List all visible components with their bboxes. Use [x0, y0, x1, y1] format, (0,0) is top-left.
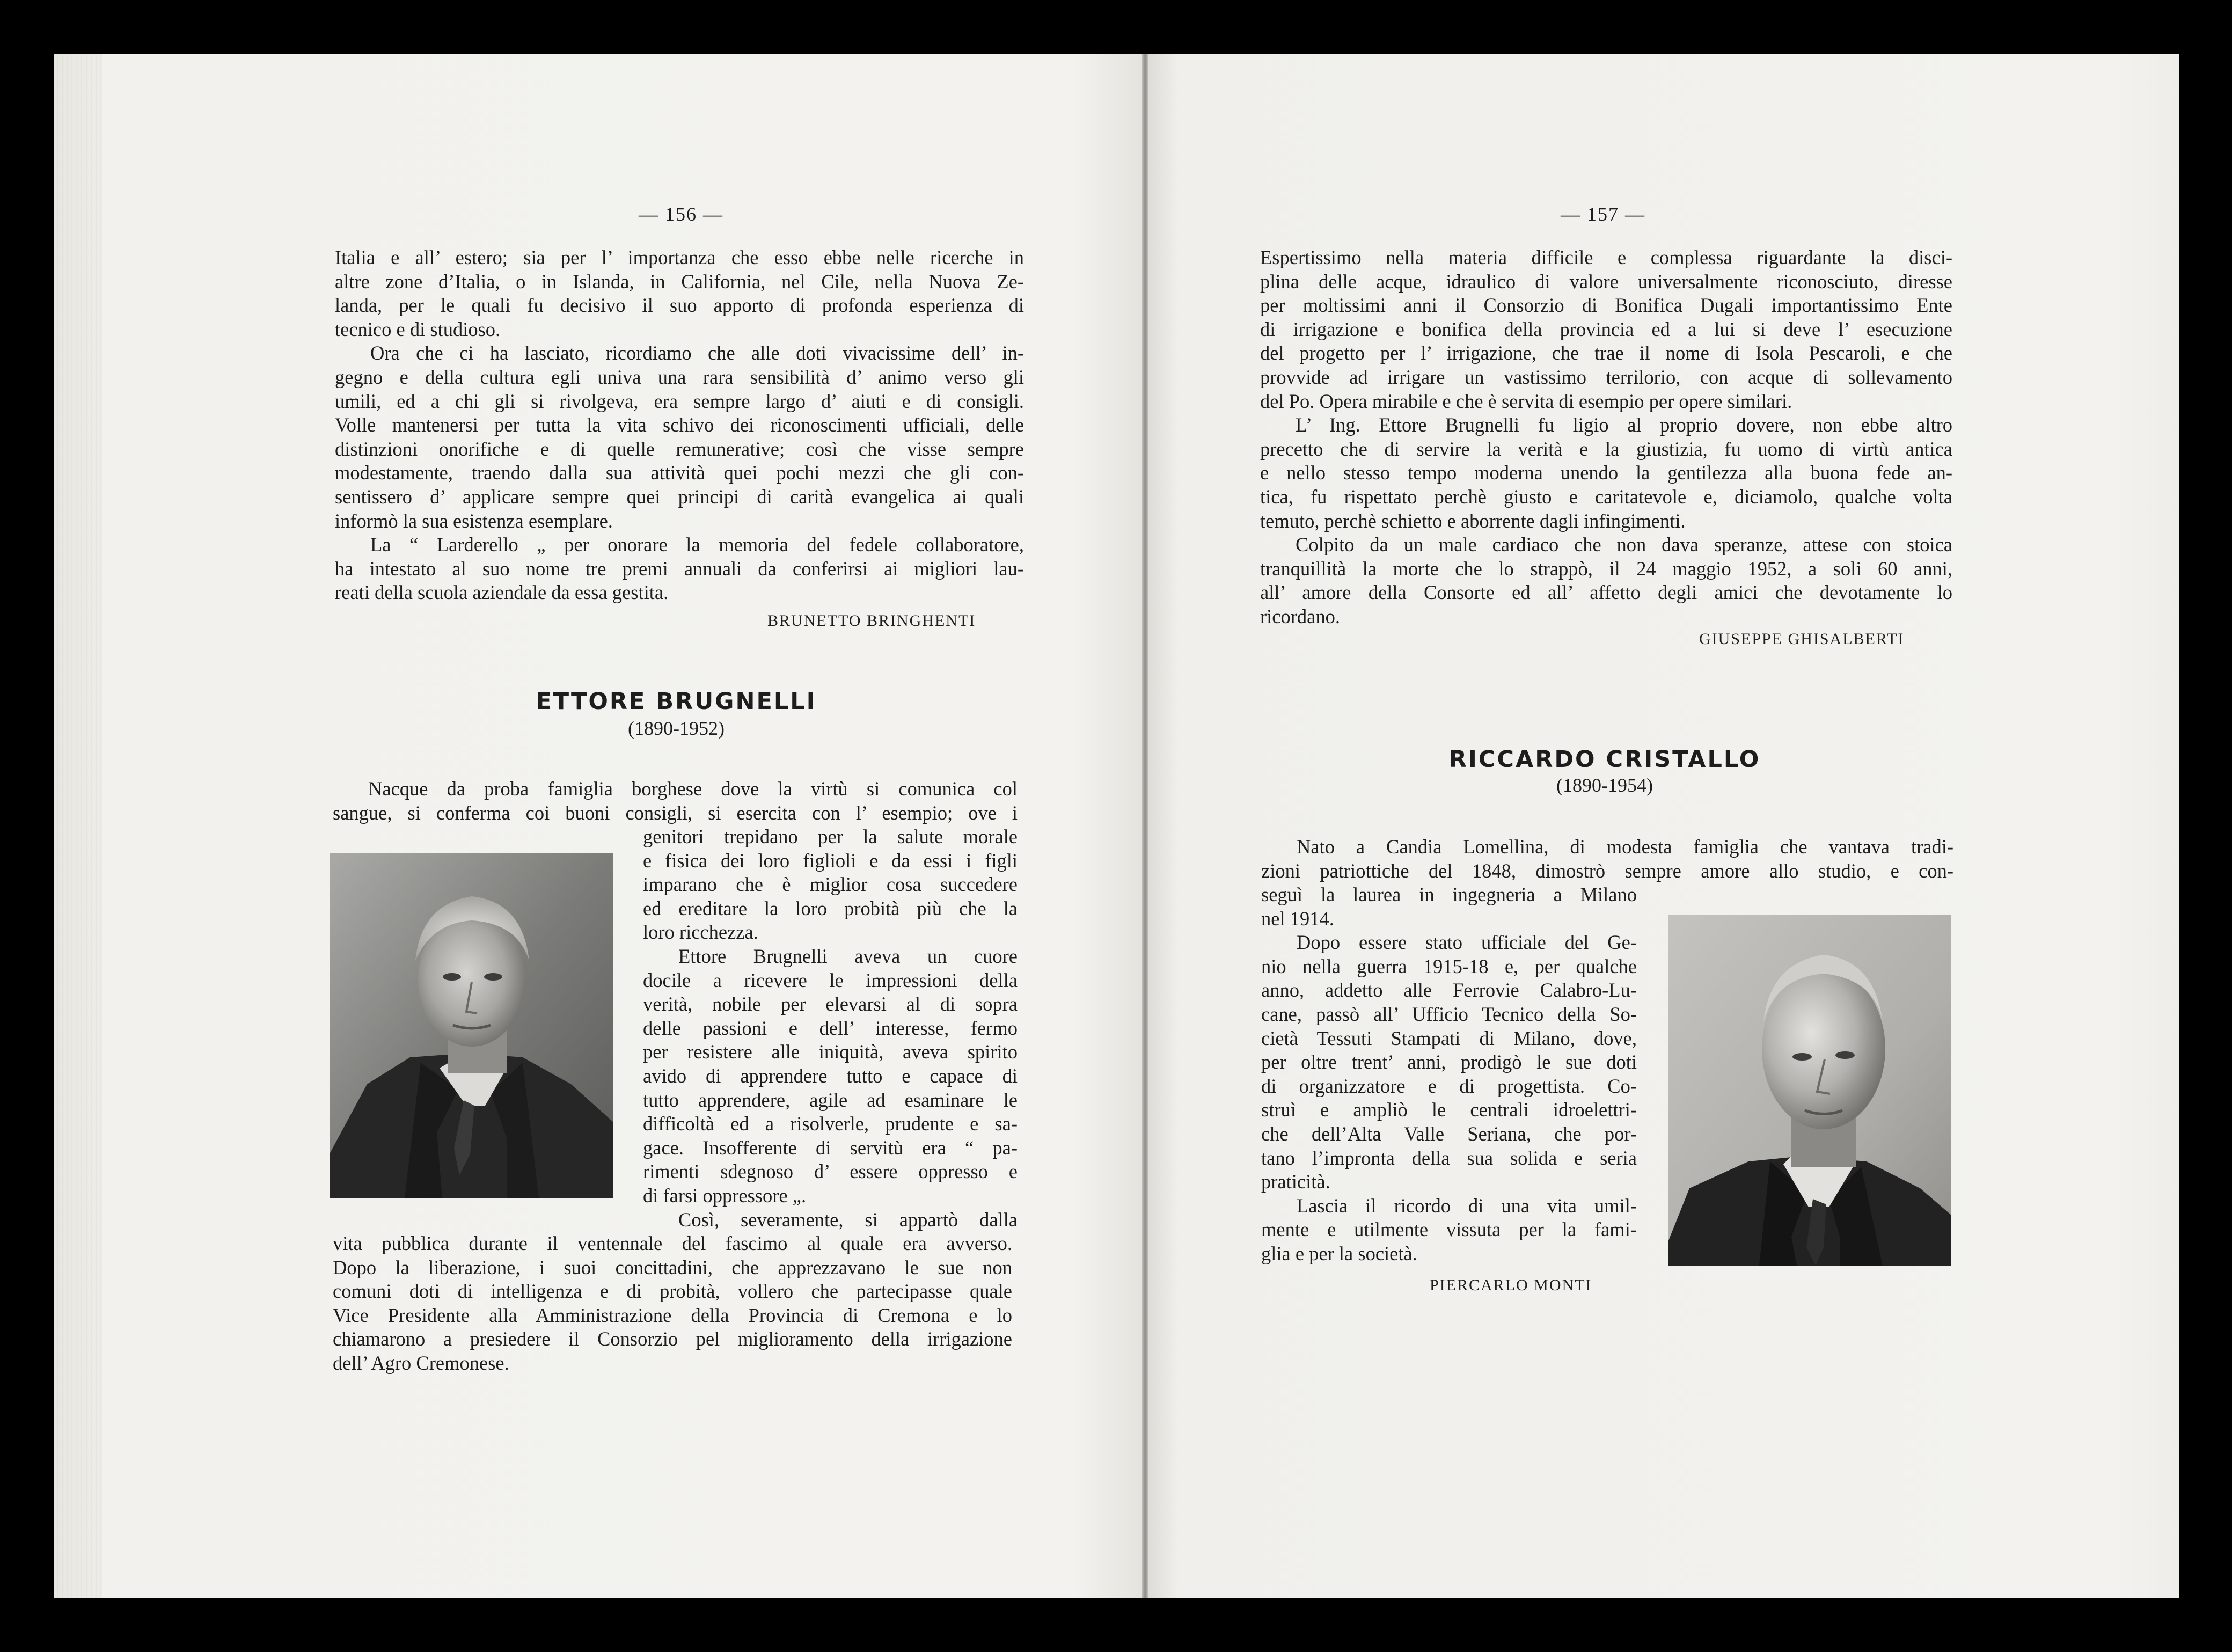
- text-line: tutto apprendere, agile ad esaminare le: [643, 1088, 1018, 1111]
- text-line: Ora che ci ha lasciato, ricordiamo che alle doti vivacissime dell’ in-: [370, 342, 1024, 364]
- text-line: praticità.: [1261, 1171, 1330, 1193]
- text-line: sangue, si conferma coi buoni consigli, si esercita con l’ esempio; ove i: [333, 801, 1018, 824]
- text-line: seguì la laurea in ingegneria a Milano: [1261, 883, 1637, 905]
- text-line: landa, per le quali fu decisivo il suo apporto di profonda esperienza di: [335, 294, 1024, 317]
- text-line: docile a ricevere le impressioni della: [643, 969, 1018, 991]
- text-line: nio nella guerra 1915-18 e, per qualche: [1261, 955, 1637, 977]
- text-line: cietà Tessuti Stampati di Milano, dove,: [1261, 1027, 1637, 1049]
- portrait-riccardo-cristallo: [1668, 915, 1951, 1266]
- text-line: e fisica dei loro figlioli e da essi i figli: [643, 849, 1018, 872]
- text-line: ed ereditare la loro probità più che la: [643, 897, 1018, 919]
- text-line: per resistere alle iniquità, aveva spirito: [643, 1041, 1018, 1063]
- text-line: Dopo la liberazione, i suoi concittadini, che apprezzavano le sue non: [333, 1256, 1012, 1278]
- text-line: che dell’Alta Valle Seriana, che por-: [1261, 1122, 1637, 1145]
- text-line: del Po. Opera mirabile e che è servita di esempio per opere similari.: [1260, 390, 1792, 412]
- page-number-left: — 156 —: [639, 203, 723, 225]
- text-line: tica, fu rispettato perchè giusto e caritatevole e, diciamolo, qualche volta: [1260, 485, 1952, 508]
- text-line: Volle mantenersi per tutta la vita schivo dei riconoscimenti ufficiali, delle: [335, 414, 1024, 436]
- text-line: di irrigazione e bonifica della provincia ed a lui si deve l’ esecuzione: [1260, 318, 1952, 340]
- text-line: Così, severamente, si appartò dalla: [678, 1208, 1018, 1231]
- text-line: Colpito da un male cardiaco che non dava speranze, attese con stoica: [1296, 533, 1952, 556]
- text-line: plina delle acque, idraulico di valore universalmente riconosciuto, diresse: [1260, 270, 1952, 293]
- text-line: Italia e all’ estero; sia per l’ importanza che esso ebbe nelle ricerche in: [335, 246, 1024, 268]
- right-continued-signature: GIUSEPPE GHISALBERTI: [1699, 630, 1905, 648]
- brugnelli-intro-text: [333, 777, 1018, 825]
- text-line: verità, nobile per elevarsi al di sopra: [643, 993, 1018, 1015]
- text-line: nel 1914.: [1261, 907, 1334, 930]
- text-line: zioni patriottiche del 1848, dimostrò sempre amore allo studio, e con-: [1261, 859, 1953, 882]
- text-line: vita pubblica durante il ventennale del fascimo al quale era avverso.: [333, 1232, 1012, 1254]
- text-line: chiamarono a presiedere il Consorzio pel miglioramento della irrigazione: [333, 1328, 1012, 1350]
- article-title-brugnelli: ETTORE BRUGNELLI: [536, 688, 817, 715]
- text-line: Nacque da proba famiglia borghese dove la virtù si comunica col: [368, 778, 1018, 800]
- portrait-ettore-brugnelli: [330, 853, 613, 1198]
- text-line: ricordano.: [1260, 605, 1340, 627]
- text-line: distinzioni onorifiche e di quelle remunerative; così che visse sempre: [335, 437, 1024, 460]
- text-line: struì e ampliò le centrali idroelettri-: [1261, 1099, 1637, 1121]
- text-line: dell’ Agro Cremonese.: [333, 1351, 509, 1374]
- text-line: Vice Presidente alla Amministrazione della Provincia di Cremona e lo: [333, 1304, 1012, 1326]
- brugnelli-closing-text: [333, 1232, 1012, 1376]
- article-title-cristallo: RICCARDO CRISTALLO: [1448, 746, 1761, 773]
- text-line: avido di apprendere tutto e capace di: [643, 1064, 1018, 1087]
- page-edges: [54, 54, 102, 1598]
- text-line: Ettore Brugnelli aveva un cuore: [678, 945, 1018, 967]
- text-line: genitori trepidano per la salute morale: [643, 825, 1018, 847]
- text-line: gegno e della cultura egli univa una rara sensibilità d’ animo verso gli: [335, 366, 1024, 388]
- text-line: temuto, perchè schietto e aborrente dagli infingimenti.: [1260, 509, 1686, 532]
- text-line: Espertissimo nella materia difficile e complessa riguardante la disci-: [1260, 246, 1952, 268]
- cristallo-intro-text: [1261, 835, 1953, 883]
- left-continued-text: [335, 246, 1024, 605]
- text-line: tecnico e di studioso.: [335, 318, 501, 340]
- text-line: del progetto per l’ irrigazione, che trae il nome di Isola Pescaroli, e che: [1260, 342, 1952, 364]
- text-line: all’ amore della Consorte ed all’ affetto degli amici che devotamente lo: [1260, 581, 1952, 604]
- text-line: Nato a Candia Lomellina, di modesta famiglia che vantava tradi-: [1297, 836, 1953, 858]
- text-line: informò la sua esistenza esemplare.: [335, 509, 613, 532]
- text-line: per moltissimi anni il Consorzio di Bonifica Dugali importantissimo Ente: [1260, 294, 1952, 317]
- text-line: difficoltà ed a risolverle, prudente e sa-: [643, 1113, 1018, 1135]
- text-line: precetto che di servire la verità e la giustizia, fu uomo di virtù antica: [1260, 437, 1952, 460]
- page-number-right: — 157 —: [1561, 203, 1645, 225]
- left-continued-signature: BRUNETTO BRINGHENTI: [767, 612, 976, 630]
- article-dates-cristallo: (1890-1954): [1556, 774, 1653, 796]
- text-line: gace. Insofferente di servitù era “ pa-: [643, 1136, 1018, 1159]
- text-line: imparano che è miglior cosa succedere: [643, 873, 1018, 896]
- text-line: tranquillità la morte che lo strappò, il 24 maggio 1952, a soli 60 anni,: [1260, 557, 1952, 580]
- right-continued-text: [1260, 246, 1952, 629]
- text-line: rimenti sdegnoso d’ essere oppresso e: [643, 1160, 1018, 1183]
- text-line: anno, addetto alle Ferrovie Calabro-Lu-: [1261, 979, 1637, 1002]
- text-line: mente e utilmente vissuta per la fami-: [1261, 1218, 1637, 1241]
- cristallo-signature: PIERCARLO MONTI: [1430, 1276, 1592, 1294]
- text-line: L’ Ing. Ettore Brugnelli fu ligio al proprio dovere, non ebbe altro: [1296, 414, 1952, 436]
- text-line: La “ Larderello „ per onorare la memoria del fedele collaboratore,: [370, 533, 1024, 556]
- text-line: di organizzatore e di progettista. Co-: [1261, 1074, 1637, 1097]
- text-line: loro ricchezza.: [643, 921, 758, 944]
- text-line: ha intestato al suo nome tre premi annuali da conferirsi ai migliori lau-: [335, 557, 1024, 580]
- text-line: cane, passò all’ Ufficio Tecnico della So-: [1261, 1003, 1637, 1025]
- text-line: delle passioni e dell’ interesse, fermo: [643, 1017, 1018, 1039]
- text-line: Dopo essere stato ufficiale del Ge-: [1297, 931, 1637, 954]
- text-line: per oltre trent’ anni, prodigò le sue doti: [1261, 1051, 1637, 1073]
- text-line: glia e per la società.: [1261, 1242, 1417, 1264]
- text-line: umili, ed a chi gli si rivolgeva, era sempre largo d’ aiuti e di consigli.: [335, 390, 1024, 412]
- text-line: e nello stesso tempo moderna unendo la gentilezza alla buona fede an-: [1260, 462, 1952, 484]
- text-line: comuni doti di intelligenza e di probità, vollero che partecipasse quale: [333, 1280, 1012, 1303]
- text-line: provvide ad irrigare un vastissimo terrilorio, con acque di sollevamento: [1260, 366, 1952, 388]
- text-line: altre zone d’Italia, o in Islanda, in California, nel Cile, nella Nuova Ze-: [335, 270, 1024, 293]
- text-line: Lascia il ricordo di una vita umil-: [1297, 1194, 1637, 1217]
- text-line: sentissero d’ applicare sempre quei principi di carità evangelica ai quali: [335, 485, 1024, 508]
- text-line: di farsi oppressore „.: [643, 1184, 807, 1207]
- article-dates-brugnelli: (1890-1952): [628, 718, 725, 739]
- book-gutter: [1142, 54, 1148, 1598]
- cristallo-side-text: [1261, 883, 1637, 1266]
- brugnelli-side-text: [643, 825, 1018, 1232]
- text-line: modestamente, traendo dalla sua attività quei pochi mezzi che gli con-: [335, 462, 1024, 484]
- text-line: tano l’impronta della sua solida e seria: [1261, 1146, 1637, 1169]
- text-line: reati della scuola aziendale da essa gestita.: [335, 581, 669, 604]
